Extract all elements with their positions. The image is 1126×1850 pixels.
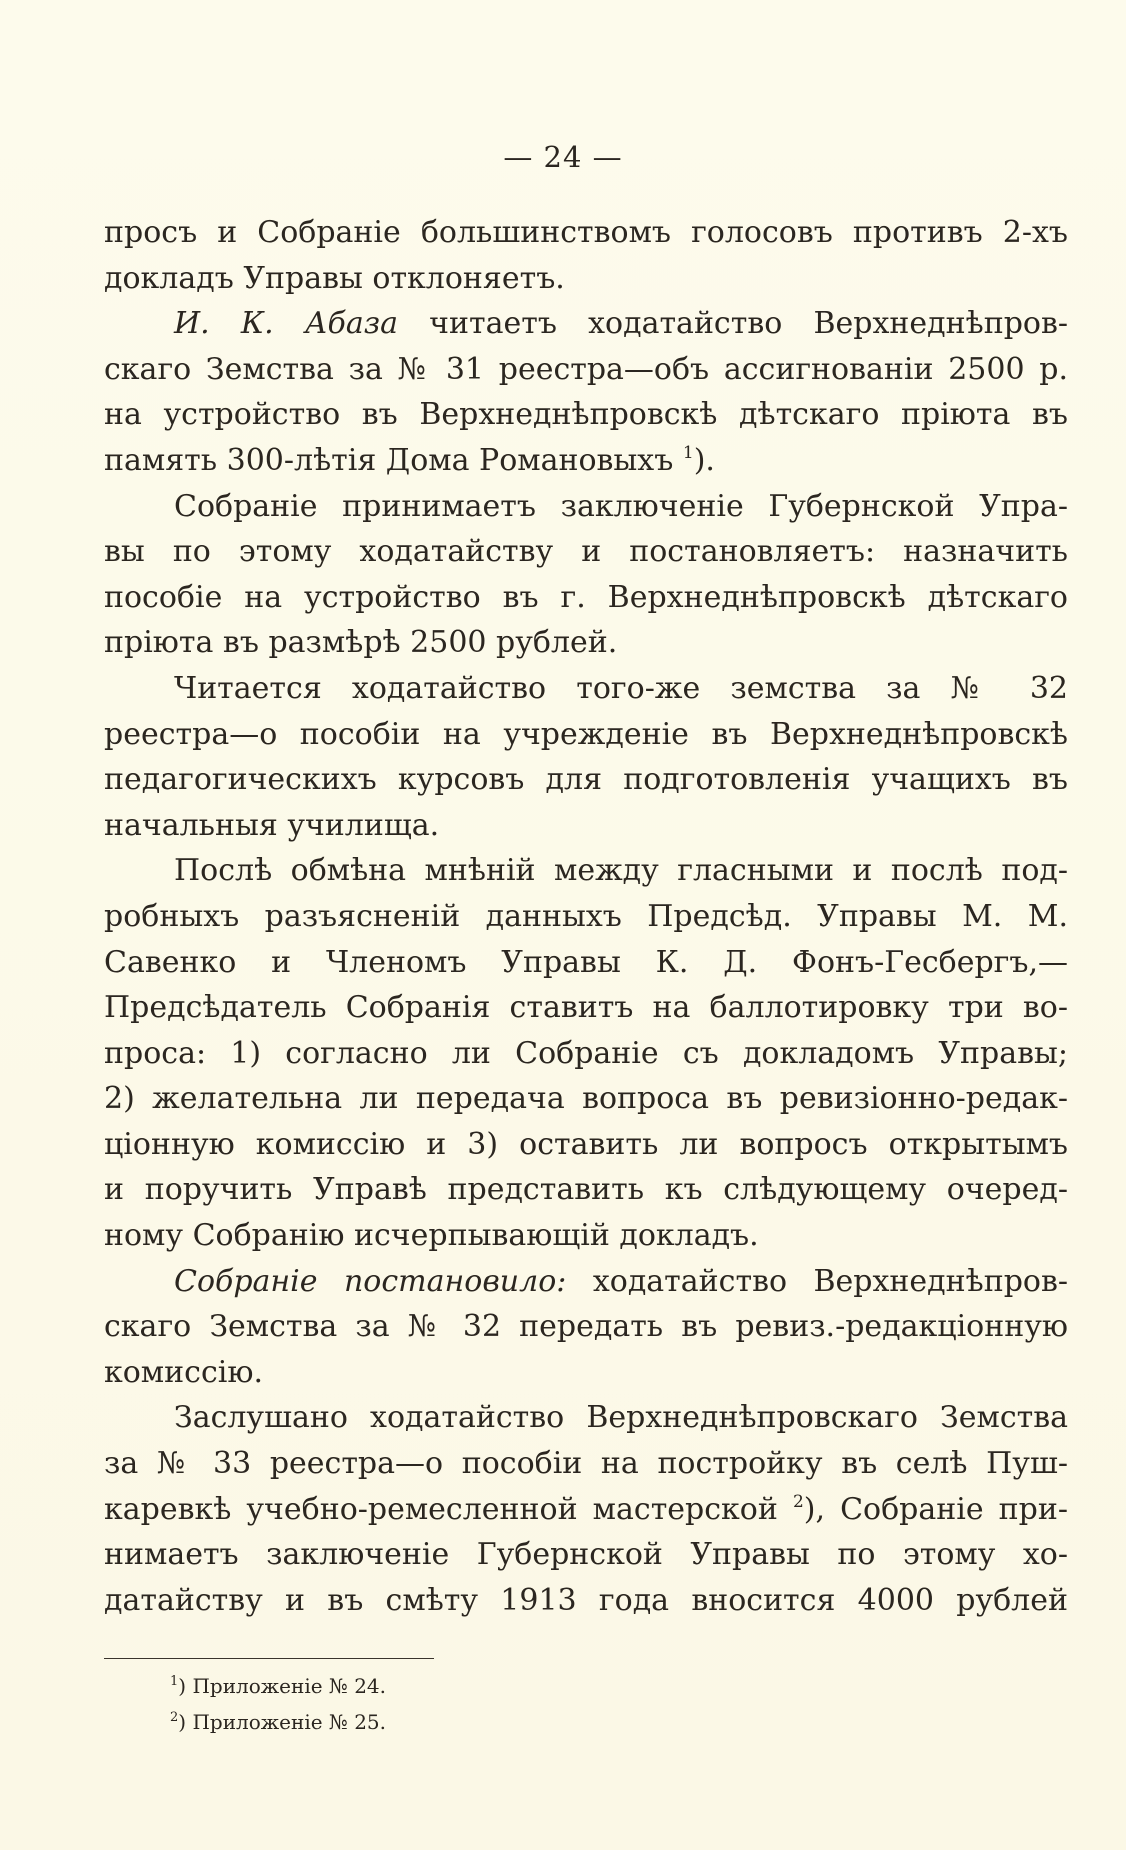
page-number: — 24 — bbox=[503, 140, 623, 174]
paragraph-3 bbox=[104, 484, 1068, 666]
text-line: ному Собранію исчерпывающій докладъ. bbox=[104, 1218, 759, 1254]
text-line: пріюта въ размѣрѣ 2500 рублей. bbox=[104, 625, 618, 661]
text-line: Собраніе принимаетъ заключеніе Губернской Упра- bbox=[174, 488, 1068, 524]
footnote-1: $^1$) Приложеніе № 24. bbox=[170, 1674, 387, 1698]
text-line: докладъ Управы отклоняетъ. bbox=[104, 260, 565, 296]
text-line: датайству и въ смѣту 1913 года вносится 4000 рублей bbox=[104, 1582, 1068, 1618]
text-line: на устройство въ Верхнеднѣпровскѣ дѣтскаго пріюта въ bbox=[104, 397, 1068, 433]
text-line: Читается ходатайство того-же земства за № 32 bbox=[174, 670, 1068, 706]
paragraph-4 bbox=[104, 666, 1068, 848]
text-line: реестра—о пособіи на учрежденіе въ Верхнеднѣпровскѣ bbox=[104, 716, 1068, 752]
text-fragment: память 300-лѣтія Дома Романовыхъ bbox=[104, 442, 674, 478]
text-fragment: ). bbox=[693, 442, 715, 478]
text-fragment: ходатайство Верхнеднѣпров- bbox=[566, 1263, 1068, 1299]
text-line bbox=[104, 438, 1068, 484]
text-line: просъ и Собраніе большинствомъ голосовъ противъ 2-хъ bbox=[104, 215, 1068, 250]
text-line: скаго Земства за № 32 передать въ ревиз.-редакціонную bbox=[104, 1309, 1068, 1345]
footnote-ref: 2 bbox=[792, 1491, 804, 1512]
text-line: скаго Земства за № 31 реестра—объ ассигнованіи 2500 р. bbox=[104, 351, 1068, 387]
paragraph-6 bbox=[104, 1259, 1068, 1396]
text-line: пособіе на устройство въ г. Верхнеднѣпровскѣ дѣтскаго bbox=[104, 579, 1068, 615]
paragraph-1 bbox=[104, 210, 1068, 301]
paragraph-5 bbox=[104, 848, 1068, 1258]
text-line: Послѣ обмѣна мнѣній между гласными и послѣ под- bbox=[174, 853, 1068, 889]
footnote-mark: 1 bbox=[170, 1674, 179, 1689]
resolution-lead: Собраніе постановило: bbox=[174, 1263, 567, 1299]
text-line: за № 33 реестра—о пособіи на постройку въ селѣ Пуш- bbox=[104, 1446, 1068, 1482]
text-line: вы по этому ходатайству и постановляетъ: назначить bbox=[104, 534, 1068, 570]
footnote-ref: 1 bbox=[682, 442, 694, 463]
text-line bbox=[104, 301, 1068, 347]
text-line: нимаетъ заключеніе Губернской Управы по этому хо- bbox=[104, 1537, 1068, 1573]
text-line: ціонную комиссію и 3) оставить ли вопросъ открытымъ bbox=[104, 1126, 1068, 1162]
paragraph-2 bbox=[104, 301, 1068, 483]
text-line: и поручить Управѣ представить къ слѣдующему очеред- bbox=[104, 1172, 1068, 1208]
text-line: робныхъ разъясненій данныхъ Предсѣд. Управы М. М. bbox=[104, 898, 1068, 934]
footnote-divider bbox=[104, 1658, 434, 1659]
body-text bbox=[104, 210, 1068, 1623]
footnote-mark: 2 bbox=[170, 1710, 179, 1725]
footnote-text: Приложеніе № 24. bbox=[192, 1674, 387, 1698]
text-line: педагогическихъ курсовъ для подготовленія учащихъ въ bbox=[104, 762, 1068, 798]
text-fragment: читаетъ ходатайство Верхнеднѣпров- bbox=[398, 306, 1068, 342]
text-line bbox=[104, 1259, 1068, 1305]
footnote-text: Приложеніе № 25. bbox=[192, 1710, 387, 1734]
paragraph-7 bbox=[104, 1395, 1068, 1623]
footnote-2: $^2$) Приложеніе № 25. bbox=[170, 1710, 387, 1734]
text-line: 2) желательна ли передача вопроса въ ревизіонно-редак- bbox=[104, 1081, 1068, 1117]
text-line: Предсѣдатель Собранія ставитъ на баллотировку три во- bbox=[104, 990, 1068, 1026]
text-fragment: ), Собраніе при- bbox=[803, 1491, 1068, 1527]
text-fragment: каревкѣ учебно-ремесленной мастерской bbox=[104, 1491, 778, 1527]
speaker-name: И. К. Абаза bbox=[174, 306, 398, 342]
text-line: комиссію. bbox=[104, 1354, 263, 1390]
text-line: проса: 1) согласно ли Собраніе съ докладомъ Управы; bbox=[104, 1035, 1068, 1071]
text-line: Заслушано ходатайство Верхнеднѣпровскаго Земства bbox=[174, 1400, 1068, 1436]
text-line bbox=[104, 1487, 1068, 1533]
text-line: Савенко и Членомъ Управы К. Д. Фонъ-Гесбергъ,— bbox=[104, 944, 1068, 980]
text-line: начальныя училища. bbox=[104, 807, 440, 843]
footnotes bbox=[170, 1668, 386, 1740]
